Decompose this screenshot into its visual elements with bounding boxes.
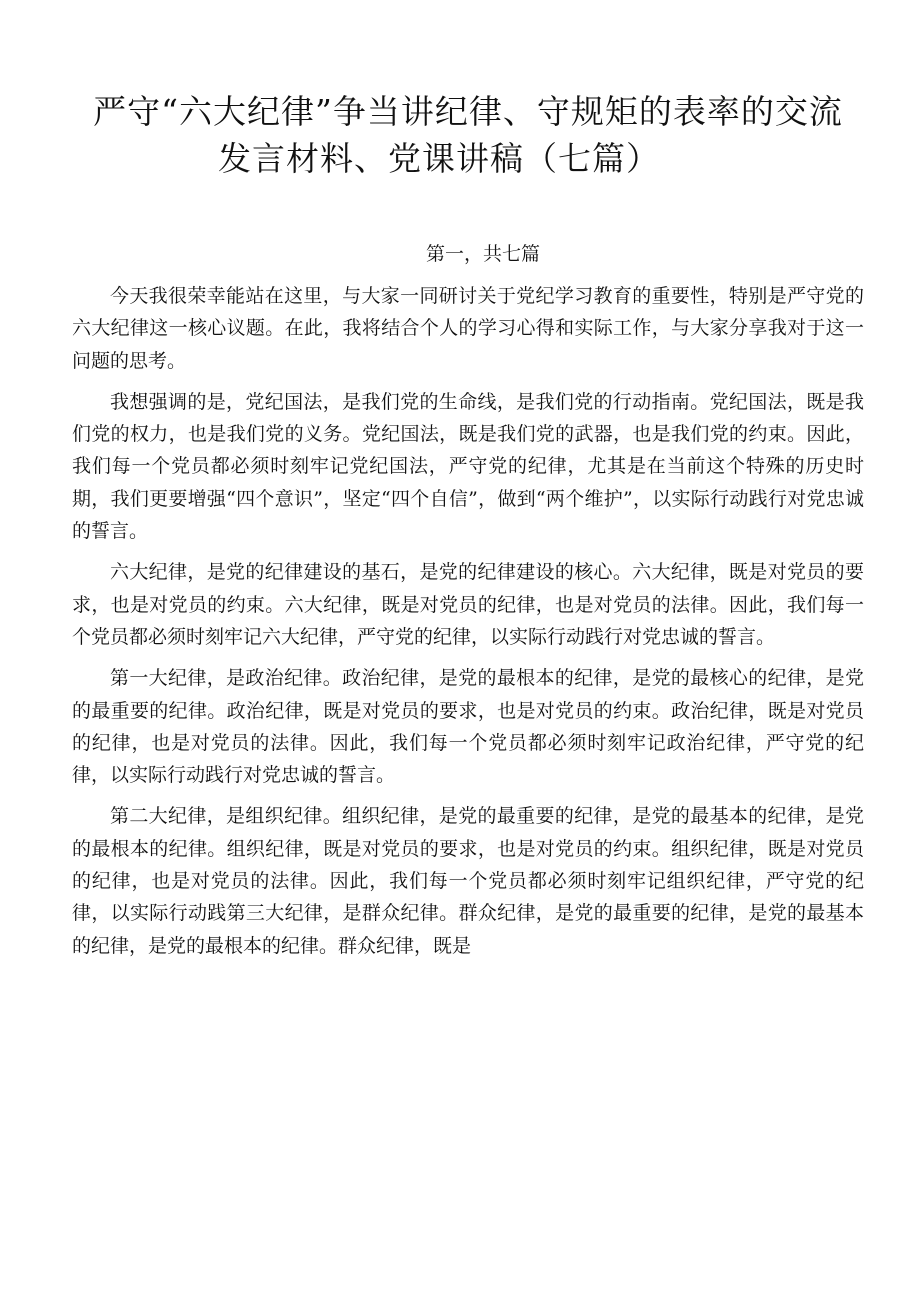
section-heading: 第一，共七篇 xyxy=(425,243,540,265)
paragraph: 六大纪律，是党的纪律建设的基石，是党的纪律建设的核心。六大纪律，既是对党员的要求，也是对党员的约束。六大纪律，既是对党员的纪律，也是对党员的法律。因此，我们每一个党员都必须时刻牢记六大纪律，严守党的纪律，以实际行动践行对党忠诚的誓言。 xyxy=(72,561,864,648)
document-title-line-1: 严守“六大纪律”争当讲纪律、守规矩的表率的交流 xyxy=(93,92,843,131)
document-title xyxy=(72,88,864,182)
document-title-line-2: 发言材料、党课讲稿（七篇） xyxy=(218,139,660,178)
paragraph: 今天我很荣幸能站在这里，与大家一同研讨关于党纪学习教育的重要性，特别是严守党的六大纪律这一核心议题。在此，我将结合个人的学习心得和实际工作，与大家分享我对于这一问题的思考。 xyxy=(72,285,864,372)
paragraph: 我想强调的是，党纪国法，是我们党的生命线，是我们党的行动指南。党纪国法，既是我们党的权力，也是我们党的义务。党纪国法，既是我们党的武器，也是我们党的约束。因此，我们每一个党员都必须时刻牢记党纪国法，严守党的纪律，尤其是在当前这个特殊的历史时期，我们更要增强“四个意识”，坚定“四个自信”，做到“两个维护”，以实际行动践行对党忠诚的誓言。 xyxy=(72,390,864,543)
paragraph: 第一大纪律，是政治纪律。政治纪律，是党的最根本的纪律，是党的最核心的纪律，是党的最重要的纪律。政治纪律，既是对党员的要求，也是对党员的约束。政治纪律，既是对党员的纪律，也是对党员的法律。因此，我们每一个党员都必须时刻牢记政治纪律，严守党的纪律，以实际行动践行对党忠诚的誓言。 xyxy=(72,667,864,787)
paragraph: 第二大纪律，是组织纪律。组织纪律，是党的最重要的纪律，是党的最基本的纪律，是党的最根本的纪律。组织纪律，既是对党员的要求，也是对党员的约束。组织纪律，既是对党员的纪律，也是对党员的法律。因此，我们每一个党员都必须时刻牢记组织纪律，严守党的纪律，以实际行动践第三大纪律，是群众纪律。群众纪律，是党的最重要的纪律，是党的最基本的纪律，是党的最根本的纪律。群众纪律，既是 xyxy=(72,805,864,957)
document-body xyxy=(72,280,864,962)
